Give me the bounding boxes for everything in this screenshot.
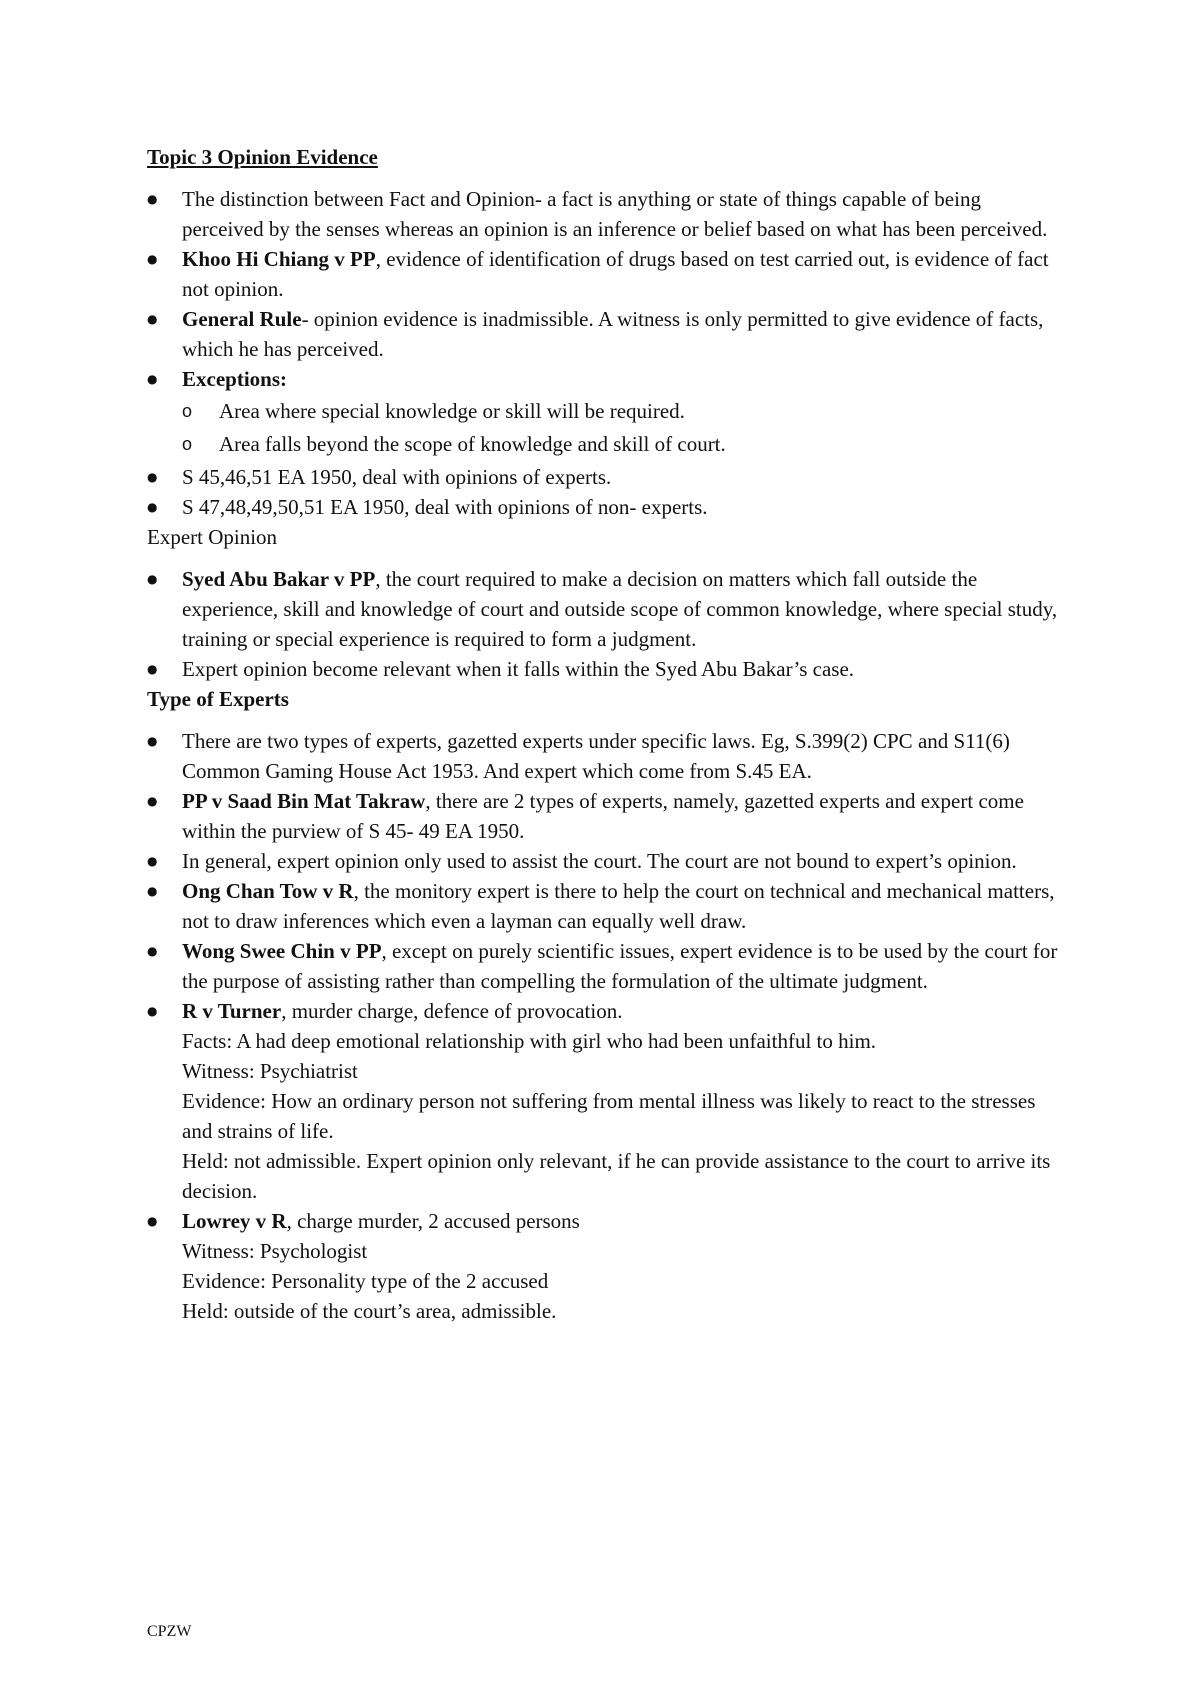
item-text: The distinction between Fact and Opinion- a fact is anything or state of things capable of being perceived by the senses whereas an opinion is an inference or belief based on what has been perceived. (182, 187, 1048, 241)
case-name: PP v Saad Bin Mat Takraw (182, 789, 426, 813)
item-text: , the court required to make a decision on matters which fall outside the experience, skill and knowledge of court and outside scope of common knowledge, where special study, training or special experience is required to form a judgment. (182, 567, 1058, 651)
section-heading-expert-opinion: Expert Opinion (147, 525, 278, 549)
list-item (147, 786, 1067, 846)
page-footer: CPZW (147, 1623, 192, 1640)
list-item (147, 936, 1067, 996)
rule-label: General Rule (182, 307, 302, 331)
list-item (147, 184, 1067, 244)
case-held: Held: outside of the court’s area, admissible. (182, 1299, 557, 1323)
item-text: , there are 2 types of experts, namely, gazetted experts and expert come within the purview of S 45- 49 EA 1950. (182, 789, 1024, 843)
list-item (147, 462, 1067, 492)
item-text: , except on purely scientific issues, expert evidence is to be used by the court for the purpose of assisting rather than compelling the formulation of the ultimate judgment. (182, 939, 1058, 993)
item-text: , evidence of identification of drugs based on test carried out, is evidence of fact not opinion. (182, 247, 1049, 301)
list-item (147, 846, 1067, 876)
list-item (147, 996, 1067, 1206)
case-name: Wong Swee Chin v PP (182, 939, 382, 963)
list-item (147, 876, 1067, 936)
case-held: Held: not admissible. Expert opinion only relevant, if he can provide assistance to the court to arrive its decision. (182, 1149, 1051, 1203)
expert-opinion-list (147, 564, 1067, 684)
case-evidence: Evidence: How an ordinary person not suffering from mental illness was likely to react to the stresses and strains of life. (182, 1089, 1036, 1143)
list-item (147, 1206, 1067, 1326)
expert-role-list (147, 846, 1067, 1326)
intro-list (147, 184, 1067, 522)
list-item (147, 564, 1067, 654)
list-item (147, 726, 1067, 786)
list-item (147, 304, 1067, 364)
item-text: , charge murder, 2 accused persons (286, 1209, 580, 1233)
item-text: - opinion evidence is inadmissible. A witness is only permitted to give evidence of facts, which he has perceived. (182, 307, 1044, 361)
case-witness: Witness: Psychiatrist (182, 1059, 358, 1083)
item-text: , the monitory expert is there to help the court on technical and mechanical matters, not to draw inferences which even a layman can equally well draw. (182, 879, 1055, 933)
case-name: Khoo Hi Chiang v PP (182, 247, 376, 271)
case-name: Ong Chan Tow v R (182, 879, 354, 903)
list-item (147, 364, 1067, 459)
exceptions-sublist (182, 396, 1067, 459)
type-of-experts-list (147, 726, 1067, 846)
item-text: In general, expert opinion only used to assist the court. The court are not bound to expert’s opinion. (182, 849, 1017, 873)
document-page (147, 142, 1067, 1326)
sublist-item: o Area where special knowledge or skill will be required. (182, 396, 1067, 426)
item-text: There are two types of experts, gazetted experts under specific laws. Eg, S.399(2) CPC and S11(6) Common Gaming House Act 1953. And expert which come from S.45 EA. (182, 729, 1010, 783)
case-name: Syed Abu Bakar v PP (182, 567, 376, 591)
case-name: Lowrey v R (182, 1209, 287, 1233)
case-witness: Witness: Psychologist (182, 1239, 368, 1263)
case-facts: Facts: A had deep emotional relationship with girl who had been unfaithful to him. (182, 1029, 877, 1053)
case-evidence: Evidence: Personality type of the 2 accused (182, 1269, 549, 1293)
exceptions-label: Exceptions: (182, 367, 287, 391)
item-text: , murder charge, defence of provocation. (281, 999, 623, 1023)
list-item (147, 244, 1067, 304)
list-item (147, 492, 1067, 522)
item-text: S 45,46,51 EA 1950, deal with opinions of experts. (182, 465, 612, 489)
item-text: S 47,48,49,50,51 EA 1950, deal with opinions of non- experts. (182, 495, 708, 519)
case-name: R v Turner (182, 999, 282, 1023)
item-text: Expert opinion become relevant when it falls within the Syed Abu Bakar’s case. (182, 657, 855, 681)
page-title: Topic 3 Opinion Evidence (147, 145, 378, 169)
list-item (147, 654, 1067, 684)
section-heading-type-of-experts: Type of Experts (147, 687, 289, 711)
sublist-item: o Area falls beyond the scope of knowledge and skill of court. (182, 429, 1067, 459)
